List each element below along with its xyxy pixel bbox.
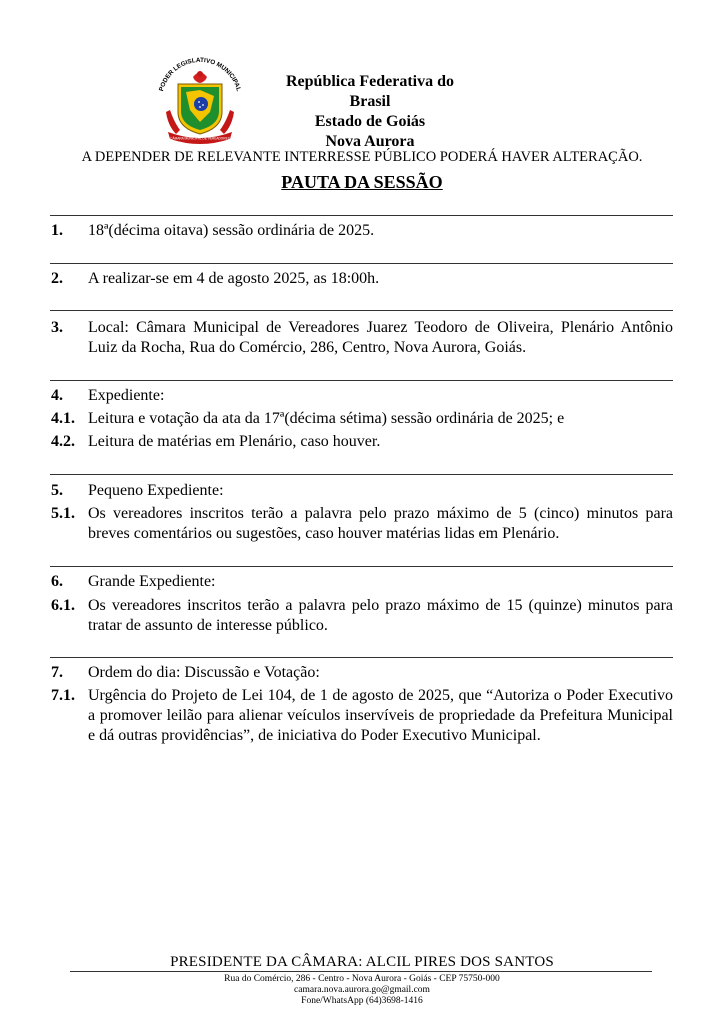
section-divider — [50, 566, 673, 567]
header-city: Nova Aurora — [325, 133, 415, 150]
section-divider — [50, 215, 673, 216]
item-text: Leitura de matérias em Plenário, caso houver. — [88, 433, 381, 450]
item-text: Os vereadores inscritos terão a palavra pelo prazo máximo de 5 (cinco) minutos para breves comentários ou sugestões, caso houver matérias lidas em Plenário. — [88, 505, 673, 542]
section-divider — [50, 310, 673, 311]
item-text: Expediente: — [88, 387, 165, 404]
footer-address: Rua do Comércio, 286 - Centro - Nova Aurora - Goiás - CEP 75750-000 — [224, 974, 500, 984]
item-number: 7. — [51, 664, 63, 681]
document-title: PAUTA DA SESSÃO — [281, 172, 443, 192]
footer-email: camara.nova.aurora.go@gmail.com — [294, 985, 430, 995]
header-republic: República Federativa do Brasil — [286, 73, 454, 110]
section-divider — [50, 263, 673, 264]
section-divider — [50, 657, 673, 658]
section-divider — [50, 474, 673, 475]
alteration-notice: A DEPENDER DE RELEVANTE INTERRESSE PÚBLICO PODERÁ HAVER ALTERAÇÃO. — [81, 149, 643, 165]
chamber-coat-of-arms-logo — [150, 52, 250, 144]
item-number: 4.1. — [51, 410, 75, 427]
item-text: Grande Expediente: — [88, 573, 216, 590]
item-text: A realizar-se em 4 de agosto 2025, as 18:00h. — [88, 270, 380, 287]
item-text: Ordem do dia: Discussão e Votação: — [88, 664, 320, 681]
item-number: 4.2. — [51, 433, 75, 450]
item-text: Pequeno Expediente: — [88, 482, 224, 499]
item-text: Urgência do Projeto de Lei 104, de 1 de agosto de 2025, que “Autoriza o Poder Executivo a promover leilão para alienar veículos inservíveis de propriedade da Prefeitura Municipal e dá outras providências”, de iniciativa do Poder Executivo Municipal. — [88, 687, 673, 744]
footer-divider — [70, 971, 652, 972]
item-text: Local: Câmara Municipal de Vereadores Juarez Teodoro de Oliveira, Plenário Antônio Luiz da Rocha, Rua do Comércio, 286, Centro, Nova Aurora, Goiás. — [88, 319, 673, 356]
item-number: 1. — [51, 222, 63, 239]
footer-phone: Fone/WhatsApp (64)3698-1416 — [301, 996, 423, 1006]
item-number: 6.1. — [51, 597, 75, 614]
item-text: Os vereadores inscritos terão a palavra pelo prazo máximo de 15 (quinze) minutos para tratar de assunto de interesse público. — [88, 597, 673, 634]
item-text: Leitura e votação da ata da 17ª(décima sétima) sessão ordinária de 2025; e — [88, 410, 565, 427]
svg-text:CÂMARA MUNICIPAL DE VEREADORES: CÂMARA MUNICIPAL DE VEREADORES — [170, 136, 230, 141]
header-state: Estado de Goiás — [314, 113, 426, 130]
item-number: 7.1. — [51, 687, 75, 704]
document-header — [270, 72, 470, 152]
item-number: 4. — [51, 387, 63, 404]
item-number: 5. — [51, 482, 63, 499]
section-divider — [50, 380, 673, 381]
item-text: 18ª(décima oitava) sessão ordinária de 2025. — [88, 222, 375, 239]
chamber-president: PRESIDENTE DA CÂMARA: ALCIL PIRES DOS SANTOS — [170, 954, 554, 970]
item-number: 2. — [51, 270, 63, 287]
item-number: 5.1. — [51, 505, 75, 522]
svg-text:PODER LEGISLATIVO MUNICIPAL: PODER LEGISLATIVO MUNICIPAL — [158, 56, 242, 93]
item-number: 6. — [51, 573, 63, 590]
item-number: 3. — [51, 319, 63, 336]
